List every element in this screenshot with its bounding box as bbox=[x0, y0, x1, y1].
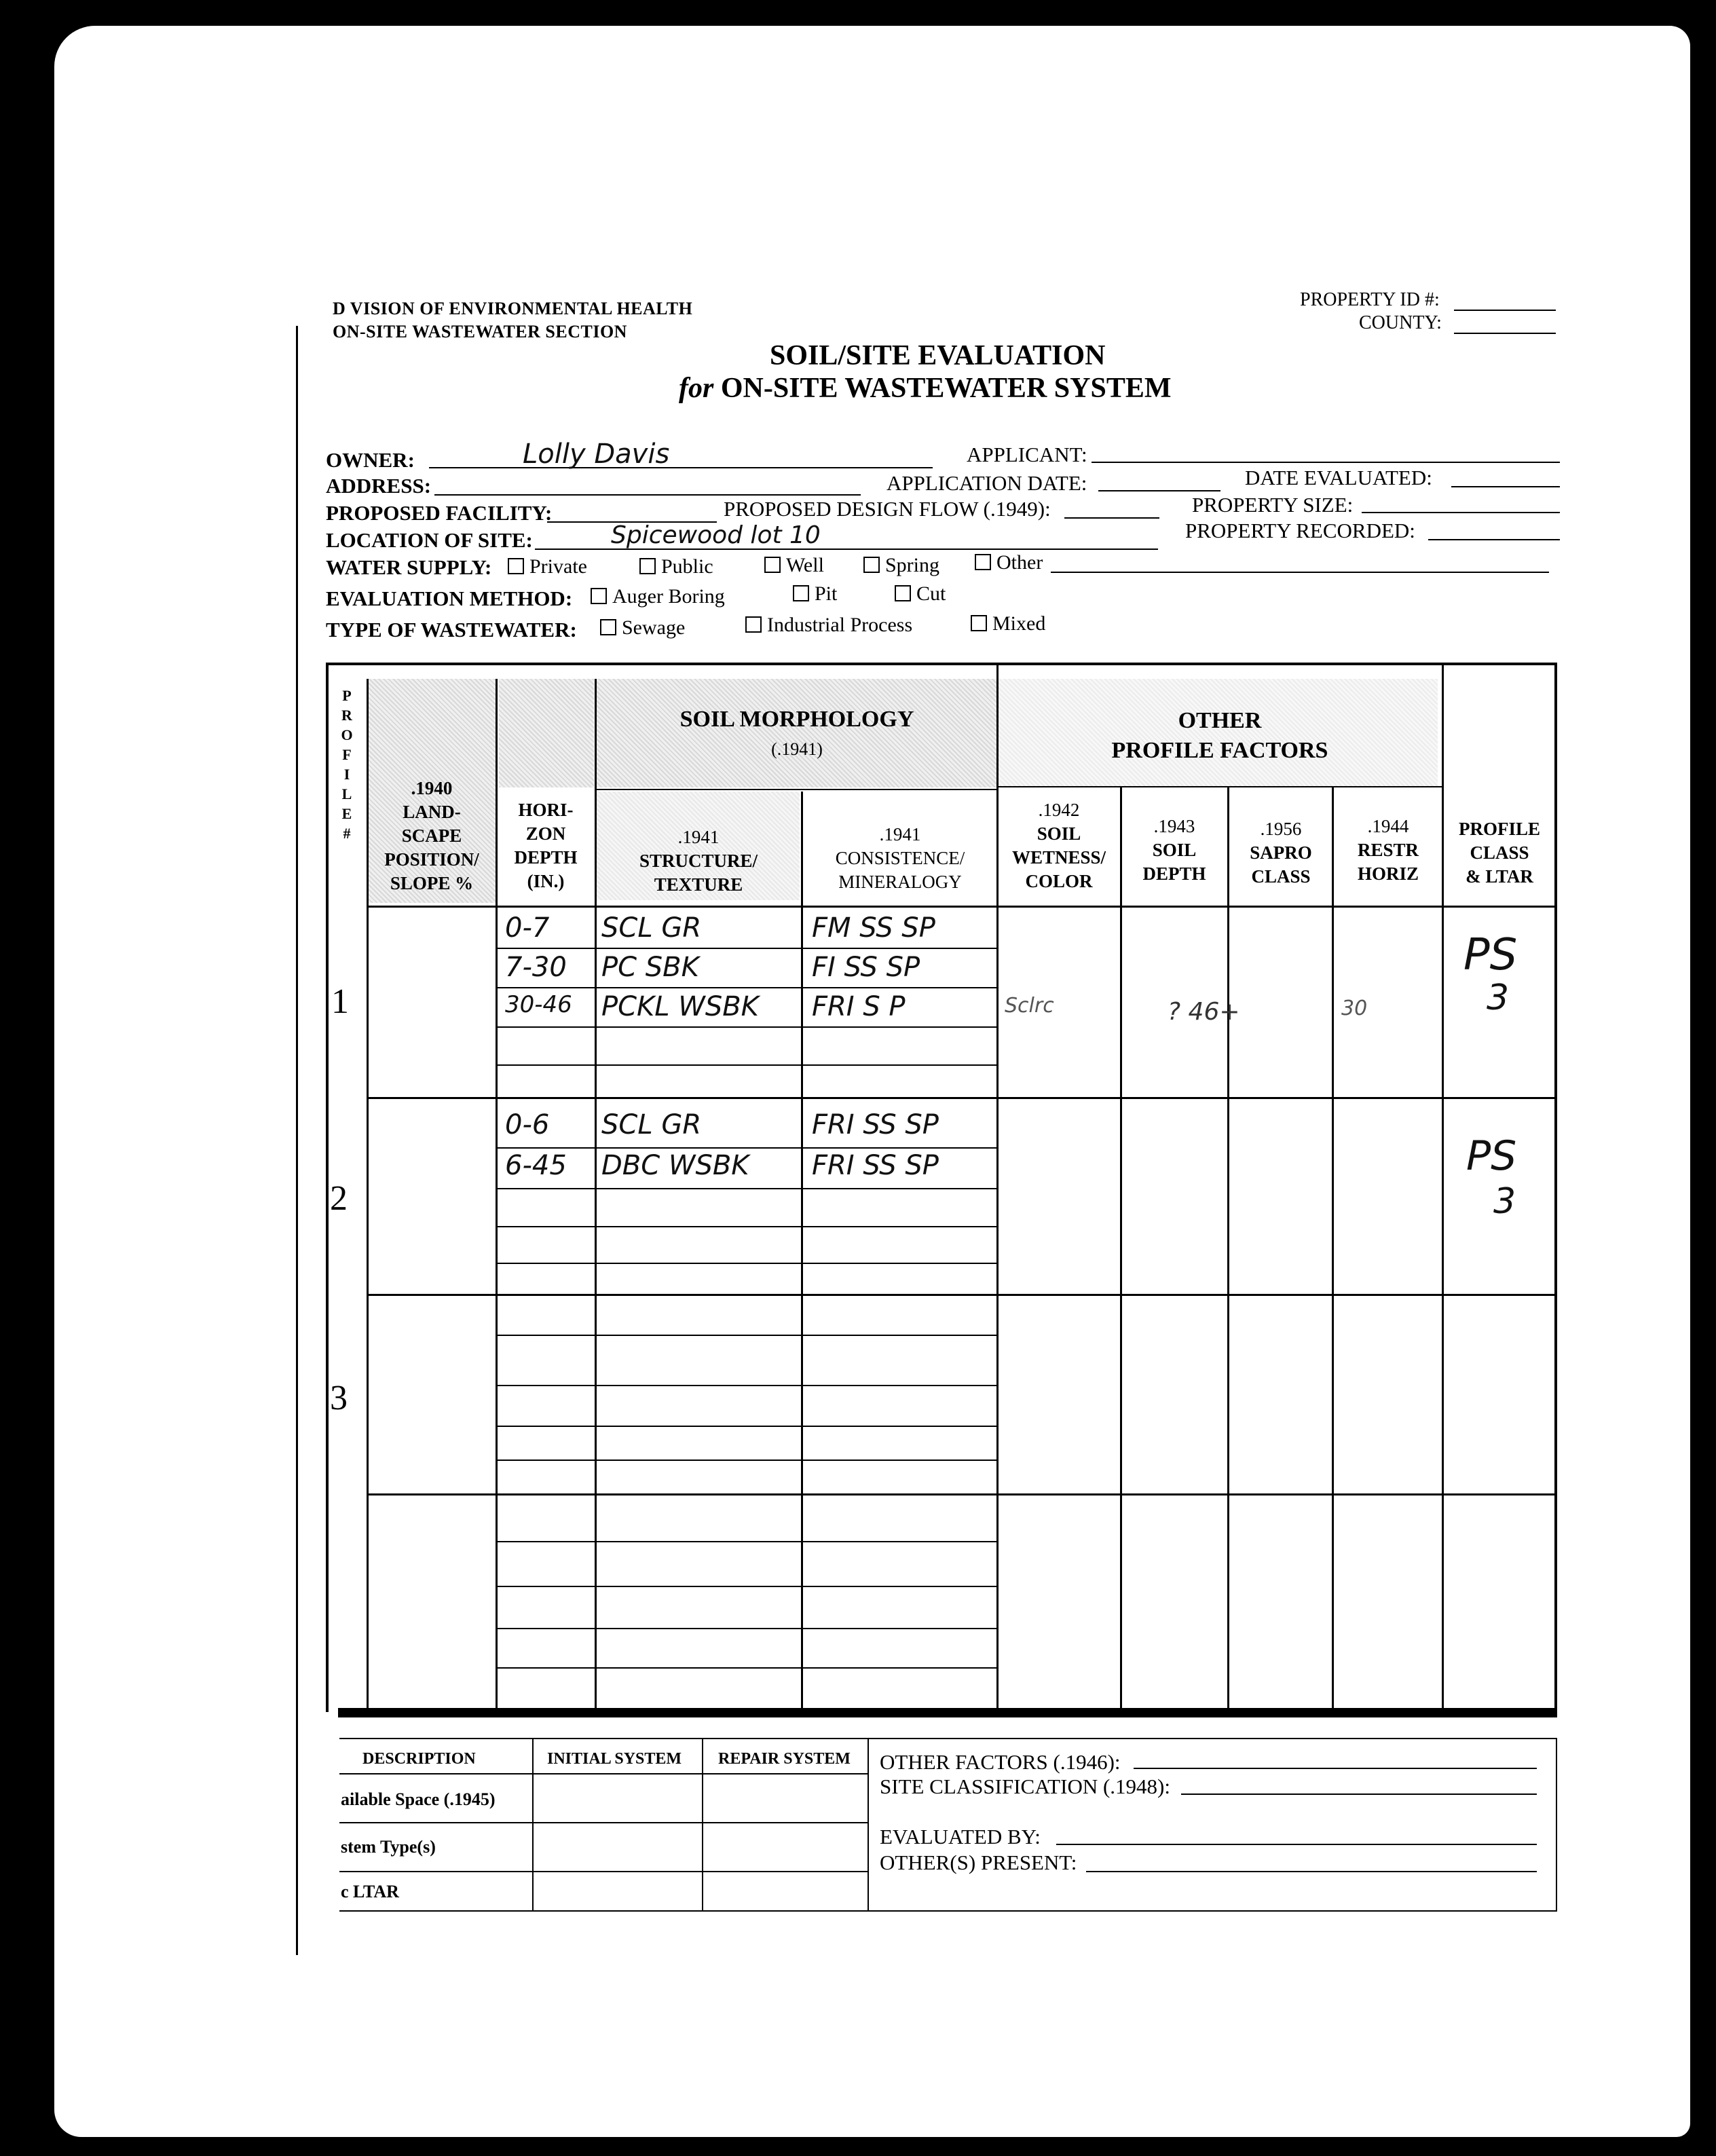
p1-structure[interactable]: PC SBK bbox=[601, 952, 699, 983]
cut-option[interactable] bbox=[895, 582, 946, 606]
landscape-position-header bbox=[369, 777, 494, 895]
option-label: Pit bbox=[815, 582, 838, 605]
ltar-label: c LTAR bbox=[341, 1882, 399, 1901]
form-margin-rule bbox=[296, 326, 298, 1955]
p1-structure[interactable]: SCL GR bbox=[601, 912, 702, 944]
letter: L bbox=[341, 785, 352, 802]
site-classification-label: SITE CLASSIFICATION (.1948): bbox=[880, 1774, 1170, 1798]
header-shade bbox=[499, 679, 594, 787]
header-line: ZON bbox=[525, 823, 566, 844]
option-label: Mixed bbox=[992, 612, 1046, 635]
consistence-header bbox=[804, 823, 996, 894]
letter: O bbox=[341, 726, 353, 743]
header-line: STRUCTURE/ bbox=[639, 851, 758, 871]
header-line: CLASS bbox=[1251, 866, 1311, 887]
header-line: SOIL bbox=[1037, 823, 1081, 844]
header-line: .1944 bbox=[1367, 816, 1409, 836]
form-subtitle bbox=[679, 372, 1172, 405]
design-flow-label: PROPOSED DESIGN FLOW (.1949): bbox=[724, 497, 1051, 521]
water-public-option[interactable] bbox=[639, 555, 713, 578]
water-other-option[interactable] bbox=[975, 551, 1043, 574]
property-id-label: PROPERTY ID #: bbox=[1300, 289, 1440, 310]
header-line: COLOR bbox=[1025, 871, 1093, 891]
initial-system-header: INITIAL SYSTEM bbox=[547, 1750, 682, 1768]
p2-structure[interactable]: SCL GR bbox=[601, 1109, 702, 1140]
header-line: RESTR bbox=[1357, 840, 1419, 860]
option-label: Spring bbox=[885, 554, 940, 576]
industrial-process-option[interactable] bbox=[745, 614, 912, 637]
owner-value[interactable]: Lolly Davis bbox=[523, 439, 670, 470]
checkbox[interactable] bbox=[600, 619, 616, 635]
profile-row-number: 3 bbox=[330, 1379, 348, 1417]
section-heading: ON-SITE WASTEWATER SECTION bbox=[333, 322, 627, 341]
option-label: Private bbox=[529, 555, 587, 578]
profile-row-number: 2 bbox=[330, 1179, 348, 1218]
checkbox[interactable] bbox=[863, 557, 880, 573]
option-label: Other bbox=[996, 551, 1043, 574]
checkbox[interactable] bbox=[895, 585, 911, 601]
other-profile-factors-header bbox=[998, 706, 1442, 766]
date-evaluated-label: DATE EVALUATED: bbox=[1245, 466, 1432, 489]
header-line: TEXTURE bbox=[654, 874, 743, 895]
system-type-label: stem Type(s) bbox=[341, 1837, 436, 1857]
p1-class[interactable]: PS bbox=[1463, 930, 1518, 980]
p2-structure[interactable]: DBC WSBK bbox=[601, 1150, 749, 1181]
header-line: HORI- bbox=[518, 800, 574, 820]
header-line: & LTAR bbox=[1466, 866, 1533, 887]
letter: P bbox=[342, 687, 352, 704]
structure-texture-header bbox=[597, 825, 800, 897]
letter: F bbox=[342, 746, 352, 763]
option-label: Public bbox=[661, 555, 713, 578]
other-factors-label: OTHER FACTORS (.1946): bbox=[880, 1750, 1121, 1774]
header-line: CONSISTENCE/ bbox=[835, 848, 965, 868]
p1-soil-depth[interactable]: ? 46+ bbox=[1168, 998, 1240, 1026]
checkbox[interactable] bbox=[793, 585, 809, 601]
checkbox[interactable] bbox=[591, 588, 607, 604]
profile-row-number: 1 bbox=[331, 982, 349, 1021]
profile-class-header bbox=[1444, 817, 1554, 889]
header-line: SOIL bbox=[1152, 840, 1197, 860]
option-label: Industrial Process bbox=[767, 614, 913, 636]
others-present-label: OTHER(S) PRESENT: bbox=[880, 1851, 1077, 1874]
option-label: Cut bbox=[916, 582, 946, 605]
option-label: Well bbox=[786, 554, 824, 576]
county-label: COUNTY: bbox=[1359, 312, 1442, 333]
header-shade bbox=[596, 679, 996, 787]
letter: # bbox=[343, 825, 351, 842]
address-label: ADDRESS: bbox=[326, 474, 432, 498]
p1-structure[interactable]: PCKL WSBK bbox=[601, 991, 759, 1022]
header-line: .1941 bbox=[879, 824, 921, 844]
p2-consistence[interactable]: FRI SS SP bbox=[812, 1109, 939, 1140]
soil-morphology-code: (.1941) bbox=[771, 739, 823, 759]
horizon-depth-header bbox=[498, 798, 593, 893]
soil-morphology-header: SOIL MORPHOLOGY bbox=[679, 707, 914, 732]
p1-consistence[interactable]: FM SS SP bbox=[812, 912, 935, 944]
subtitle-text: ON-SITE WASTEWATER SYSTEM bbox=[720, 373, 1172, 404]
p2-class-ltar[interactable]: 3 bbox=[1493, 1181, 1516, 1222]
checkbox[interactable] bbox=[639, 558, 656, 574]
checkbox[interactable] bbox=[745, 616, 762, 633]
p2-consistence[interactable]: FRI SS SP bbox=[812, 1150, 939, 1181]
p1-depth[interactable]: 0-7 bbox=[505, 912, 550, 944]
header-line: (IN.) bbox=[527, 871, 565, 891]
header-line: LAND- bbox=[403, 802, 461, 822]
option-label: Sewage bbox=[622, 616, 686, 639]
restr-horiz-header bbox=[1335, 815, 1442, 886]
header-line: .1940 bbox=[411, 778, 453, 798]
header-line: WETNESS/ bbox=[1011, 847, 1106, 868]
header-line: SLOPE % bbox=[390, 873, 474, 893]
water-spring-option[interactable] bbox=[863, 554, 939, 577]
evaluated-by-label: EVALUATED BY: bbox=[880, 1825, 1041, 1848]
application-date-label: APPLICATION DATE: bbox=[887, 471, 1087, 495]
header-line: HORIZ bbox=[1357, 863, 1419, 884]
pit-option[interactable] bbox=[793, 582, 837, 606]
header-line: PROFILE FACTORS bbox=[1111, 738, 1328, 763]
p2-class[interactable]: PS bbox=[1466, 1132, 1517, 1180]
p1-class-ltar[interactable]: 3 bbox=[1487, 978, 1510, 1018]
water-well-option[interactable] bbox=[764, 554, 824, 577]
wastewater-type-label: TYPE OF WASTEWATER: bbox=[326, 618, 577, 642]
profile-number-header bbox=[337, 686, 357, 843]
checkbox[interactable] bbox=[764, 557, 781, 573]
subtitle-prefix: for bbox=[679, 373, 714, 404]
checkbox[interactable] bbox=[975, 554, 991, 570]
header-line: CLASS bbox=[1470, 842, 1529, 863]
header-line: DEPTH bbox=[1142, 863, 1206, 884]
division-heading: D VISION OF ENVIRONMENTAL HEALTH bbox=[333, 299, 693, 318]
p1-depth[interactable]: 30-46 bbox=[505, 991, 572, 1018]
evaluation-method-label: EVALUATION METHOD: bbox=[326, 587, 573, 610]
letter: R bbox=[341, 707, 352, 724]
p2-depth[interactable]: 0-6 bbox=[505, 1109, 550, 1140]
sewage-option[interactable] bbox=[600, 616, 685, 639]
form-title: SOIL/SITE EVALUATION bbox=[770, 340, 1106, 371]
p1-consistence[interactable]: FI SS SP bbox=[812, 952, 920, 983]
letter: I bbox=[343, 766, 350, 783]
header-line: .1956 bbox=[1260, 819, 1302, 839]
checkbox[interactable] bbox=[971, 615, 987, 631]
p1-restr[interactable]: 30 bbox=[1341, 997, 1368, 1020]
letter: E bbox=[341, 805, 352, 822]
water-private-option[interactable] bbox=[508, 555, 587, 578]
owner-label: OWNER: bbox=[326, 448, 415, 472]
proposed-facility-label: PROPOSED FACILITY: bbox=[326, 501, 553, 525]
location-label: LOCATION OF SITE: bbox=[326, 528, 533, 552]
checkbox[interactable] bbox=[508, 558, 524, 574]
header-line: .1941 bbox=[677, 827, 720, 847]
auger-boring-option[interactable] bbox=[591, 585, 725, 608]
p1-depth[interactable]: 7-30 bbox=[505, 952, 567, 983]
header-line: SCAPE bbox=[401, 825, 462, 846]
property-size-label: PROPERTY SIZE: bbox=[1192, 493, 1354, 517]
soil-depth-header bbox=[1123, 815, 1226, 886]
header-line: SAPRO bbox=[1250, 842, 1312, 863]
option-label: Auger Boring bbox=[612, 585, 725, 608]
available-space-label: ailable Space (.1945) bbox=[341, 1789, 496, 1809]
header-line: OTHER bbox=[1178, 708, 1262, 733]
applicant-label: APPLICANT: bbox=[967, 443, 1087, 466]
mixed-option[interactable] bbox=[971, 612, 1045, 635]
wetness-color-header bbox=[999, 798, 1119, 893]
header-line: .1942 bbox=[1038, 800, 1080, 820]
description-header: DESCRIPTION bbox=[362, 1750, 476, 1768]
header-line: DEPTH bbox=[514, 847, 578, 868]
location-value[interactable]: Spicewood lot 10 bbox=[611, 521, 821, 549]
header-line: MINERALOGY bbox=[838, 872, 962, 892]
p2-depth[interactable]: 6-45 bbox=[505, 1150, 567, 1181]
repair-system-header: REPAIR SYSTEM bbox=[718, 1750, 851, 1768]
p1-consistence[interactable]: FRI S P bbox=[812, 991, 906, 1022]
header-line: PROFILE bbox=[1458, 819, 1540, 839]
p1-wetness[interactable]: Sclrc bbox=[1005, 994, 1054, 1018]
property-recorded-label: PROPERTY RECORDED: bbox=[1185, 519, 1415, 542]
header-line: POSITION/ bbox=[384, 849, 479, 870]
sapro-class-header bbox=[1230, 817, 1332, 889]
header-line: .1943 bbox=[1153, 816, 1195, 836]
water-supply-label: WATER SUPPLY: bbox=[326, 555, 492, 579]
